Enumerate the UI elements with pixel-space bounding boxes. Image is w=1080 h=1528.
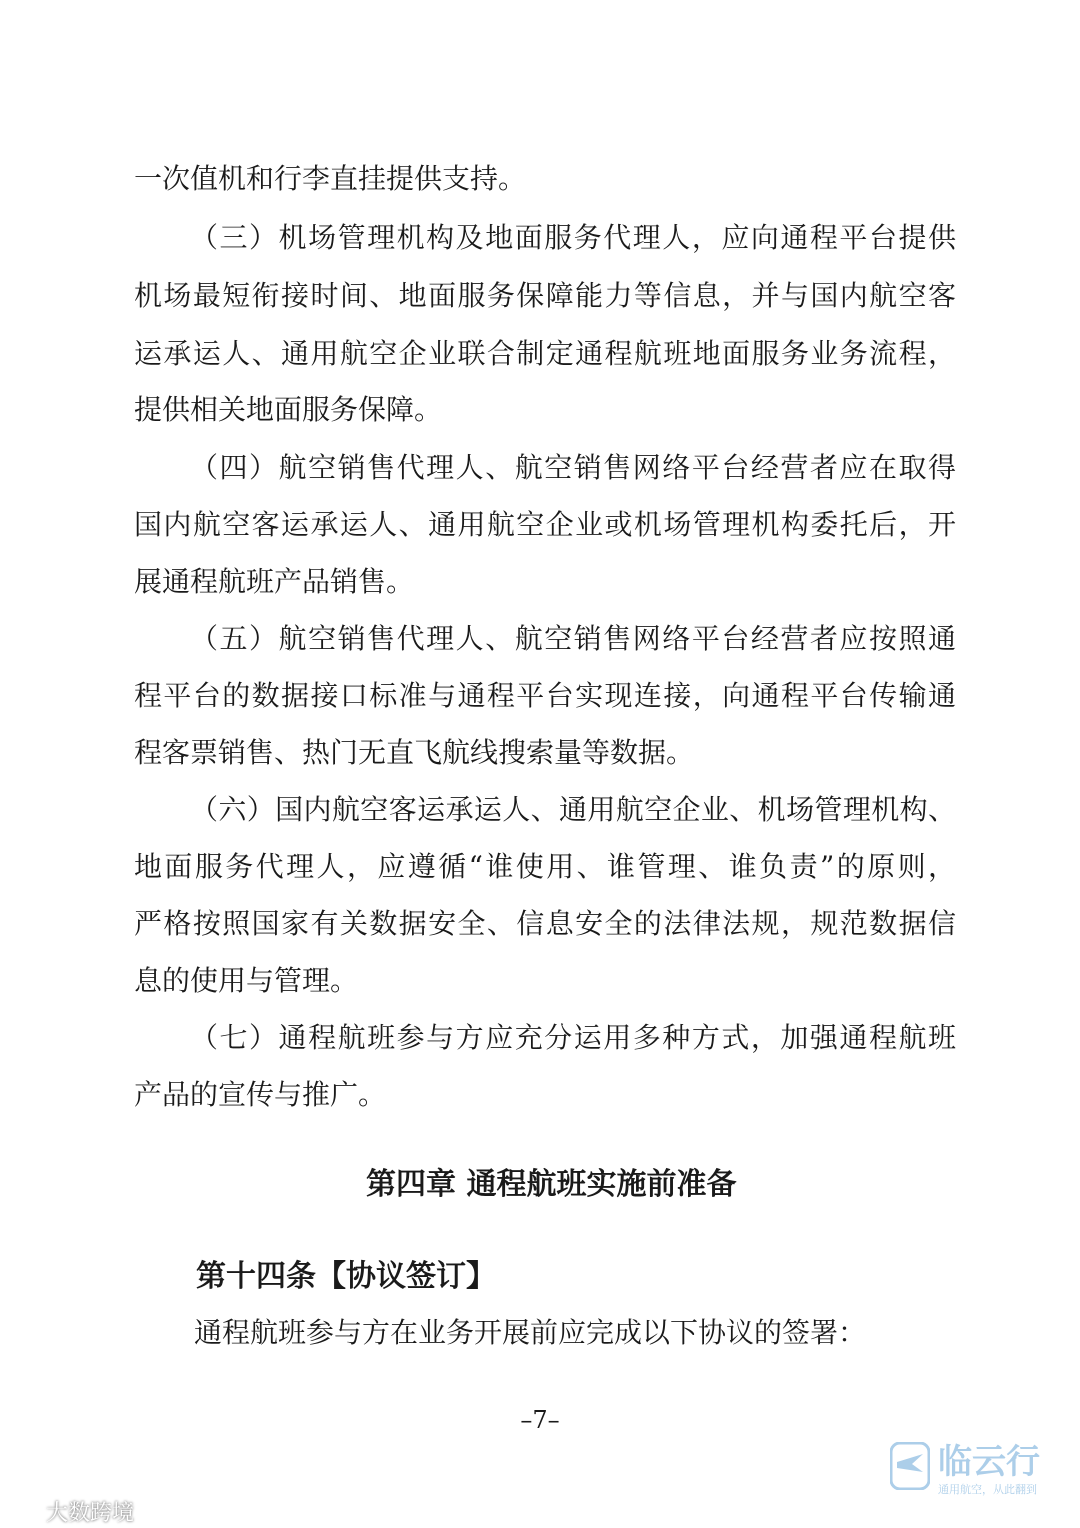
body-line: （五）航空销售代理人、航空销售网络平台经营者应按照通: [190, 622, 956, 655]
body-line: 提供相关地面服务保障。: [134, 393, 443, 426]
watermark-right-slogan: 通用航空，从此翻到: [938, 1483, 1037, 1496]
watermark-left-text: 大数跨境: [46, 1500, 135, 1526]
body-line: 严格按照国家有关数据安全、信息安全的法律法规，规范数据信: [134, 907, 956, 940]
weibo-icon: [6, 1495, 42, 1527]
body-line: 息的使用与管理。: [134, 964, 359, 997]
body-line: 运承运人、通用航空企业联合制定通程航班地面服务业务流程，: [134, 337, 956, 370]
body-line: 程客票销售、热门无直飞航线搜索量等数据。: [134, 736, 695, 769]
body-line: （六）国内航空客运承运人、通用航空企业、机场管理机构、: [190, 793, 956, 826]
body-line: 机场最短衔接时间、地面服务保障能力等信息，并与国内航空客: [134, 279, 956, 312]
chapter-title: 第四章 通程航班实施前准备: [366, 1167, 737, 1202]
plane-logo-icon: [890, 1442, 930, 1494]
watermark-right-name: 临云行: [938, 1442, 1040, 1482]
body-line: 展通程航班产品销售。: [134, 565, 415, 598]
watermark-right: [890, 1442, 1040, 1498]
article-title: 第十四条【协议签订】: [196, 1259, 496, 1294]
body-line: 国内航空客运承运人、通用航空企业或机场管理机构委托后，开: [134, 508, 956, 541]
body-line: 程平台的数据接口标准与通程平台实现连接，向通程平台传输通: [134, 679, 956, 712]
body-line: （七）通程航班参与方应充分运用多种方式，加强通程航班: [190, 1021, 956, 1054]
body-line: 一次值机和行李直挂提供支持。: [134, 162, 527, 195]
watermark-left: [6, 1495, 134, 1527]
body-line: 地面服务代理人，应遵循“谁使用、谁管理、谁负责”的原则，: [134, 850, 956, 883]
page-number: –7–: [520, 1406, 560, 1434]
body-line: （四）航空销售代理人、航空销售网络平台经营者应在取得: [190, 451, 956, 484]
body-line: 产品的宣传与推广。: [134, 1078, 387, 1111]
body-line: （三）机场管理机构及地面服务代理人，应向通程平台提供: [190, 221, 956, 254]
article-text: 通程航班参与方在业务开展前应完成以下协议的签署：: [194, 1316, 867, 1349]
